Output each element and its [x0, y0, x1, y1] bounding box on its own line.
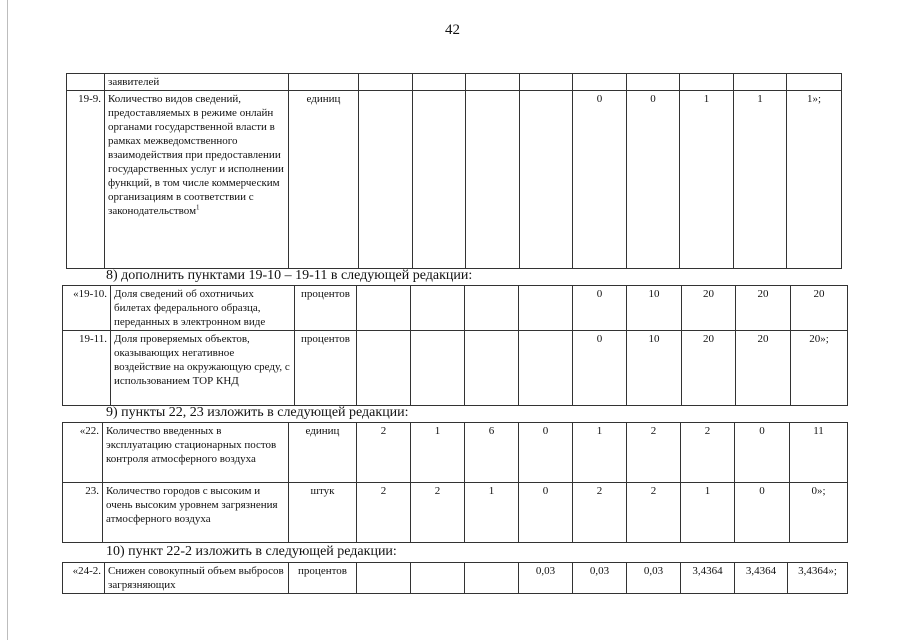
value-cell: 0 — [519, 423, 573, 483]
table-row — [63, 331, 848, 406]
value-cell: 1 — [573, 423, 627, 483]
table-row — [63, 563, 848, 594]
value-cell: 1 — [411, 423, 465, 483]
value-cell: 0 — [573, 331, 627, 406]
row-id-cell: «22. — [63, 423, 103, 483]
value-cell: 1 — [680, 91, 734, 269]
value-cell: 10 — [627, 331, 682, 406]
value-cell — [413, 74, 466, 91]
value-cell — [411, 286, 465, 331]
value-cell: 2 — [573, 483, 627, 543]
value-cell: 2 — [627, 423, 681, 483]
value-cell — [466, 91, 520, 269]
row-name-cell: Доля проверяемых объектов, оказывающих негативное воздействие на окружающую среду, с использованием ТОР КНД — [111, 331, 295, 406]
value-cell: 0 — [573, 91, 627, 269]
value-cell — [465, 286, 519, 331]
page-edge — [7, 0, 8, 640]
value-cell — [734, 74, 787, 91]
table-row — [63, 423, 848, 483]
table-row — [63, 483, 848, 543]
value-cell — [359, 74, 413, 91]
row-id-cell: «24-2. — [63, 563, 105, 594]
value-cell: 3,4364 — [735, 563, 788, 594]
page-number: 42 — [445, 22, 460, 38]
value-cell — [787, 74, 842, 91]
amendment-note-10: 10) пункт 22-2 изложить в следующей редакции: — [106, 544, 397, 559]
row-unit-cell — [289, 74, 359, 91]
value-cell: 2 — [357, 423, 411, 483]
value-cell: 10 — [627, 286, 682, 331]
row-unit-cell: единиц — [289, 423, 357, 483]
value-cell — [465, 331, 519, 406]
row-id-cell: «19-10. — [63, 286, 111, 331]
row-id-cell: 19-11. — [63, 331, 111, 406]
value-cell — [627, 74, 680, 91]
row-name-cell: Количество городов с высоким и очень высоким уровнем загрязнения атмосферного воздуха — [103, 483, 289, 543]
value-cell — [359, 91, 413, 269]
value-cell: 3,4364»; — [788, 563, 848, 594]
row-name-cell: заявителей — [105, 74, 289, 91]
value-cell: 2 — [681, 423, 735, 483]
value-cell — [357, 286, 411, 331]
value-cell: 0 — [735, 423, 790, 483]
value-cell: 0,03 — [573, 563, 627, 594]
value-cell — [519, 331, 573, 406]
footnote-mark: 1 — [196, 203, 200, 212]
value-cell — [680, 74, 734, 91]
value-cell — [519, 286, 573, 331]
table-row — [67, 74, 842, 91]
value-cell: 2 — [411, 483, 465, 543]
row-name-cell: Количество видов сведений, предоставляемых в режиме онлайн органами государственной власти в рамках межведомственного взаимодействия при предоставлении государственных услуг и исполнении функций, в том числе коммерческим организациям в соответствии с законодательством$^1$ — [105, 91, 289, 269]
table-row — [67, 91, 842, 269]
row-id-cell: 23. — [63, 483, 103, 543]
value-cell: 3,4364 — [681, 563, 735, 594]
value-cell: 20 — [682, 286, 736, 331]
row-name-cell: Снижен совокупный объем выбросов загрязняющих — [105, 563, 289, 594]
table-row — [63, 286, 848, 331]
indicator-table-4 — [62, 562, 848, 594]
value-cell: 20 — [682, 331, 736, 406]
value-cell — [357, 331, 411, 406]
value-cell: 1»; — [787, 91, 842, 269]
row-unit-cell: процентов — [295, 286, 357, 331]
value-cell — [520, 74, 573, 91]
value-cell — [411, 331, 465, 406]
value-cell: 1 — [681, 483, 735, 543]
value-cell — [466, 74, 520, 91]
value-cell: 0 — [519, 483, 573, 543]
indicator-table-1 — [66, 73, 842, 269]
row-id-cell: 19-9. — [67, 91, 105, 269]
amendment-note-9: 9) пункты 22, 23 изложить в следующей редакции: — [106, 405, 409, 420]
row-unit-cell: процентов — [295, 331, 357, 406]
amendment-note-8: 8) дополнить пунктами 19-10 – 19-11 в следующей редакции: — [106, 268, 473, 283]
indicator-table-2 — [62, 285, 848, 406]
value-cell: 0 — [573, 286, 627, 331]
row-name-cell: Количество введенных в эксплуатацию стационарных постов контроля атмосферного воздуха — [103, 423, 289, 483]
value-cell: 0 — [627, 91, 680, 269]
value-cell: 2 — [627, 483, 681, 543]
row-unit-cell: процентов — [289, 563, 357, 594]
value-cell — [520, 91, 573, 269]
value-cell: 0,03 — [519, 563, 573, 594]
value-cell — [573, 74, 627, 91]
value-cell: 6 — [465, 423, 519, 483]
value-cell: 0 — [735, 483, 790, 543]
indicator-table-3 — [62, 422, 848, 543]
row-unit-cell: единиц — [289, 91, 359, 269]
value-cell: 0»; — [790, 483, 848, 543]
row-unit-cell: штук — [289, 483, 357, 543]
value-cell: 1 — [465, 483, 519, 543]
value-cell — [413, 91, 466, 269]
value-cell — [411, 563, 465, 594]
row-name-cell: Доля сведений об охотничьих билетах федерального образца, переданных в электронном виде — [111, 286, 295, 331]
row-id-cell — [67, 74, 105, 91]
value-cell: 20»; — [791, 331, 848, 406]
value-cell: 0,03 — [627, 563, 681, 594]
value-cell: 20 — [736, 331, 791, 406]
value-cell — [357, 563, 411, 594]
value-cell: 11 — [790, 423, 848, 483]
value-cell — [465, 563, 519, 594]
value-cell: 2 — [357, 483, 411, 543]
value-cell: 20 — [736, 286, 791, 331]
value-cell: 20 — [791, 286, 848, 331]
value-cell: 1 — [734, 91, 787, 269]
